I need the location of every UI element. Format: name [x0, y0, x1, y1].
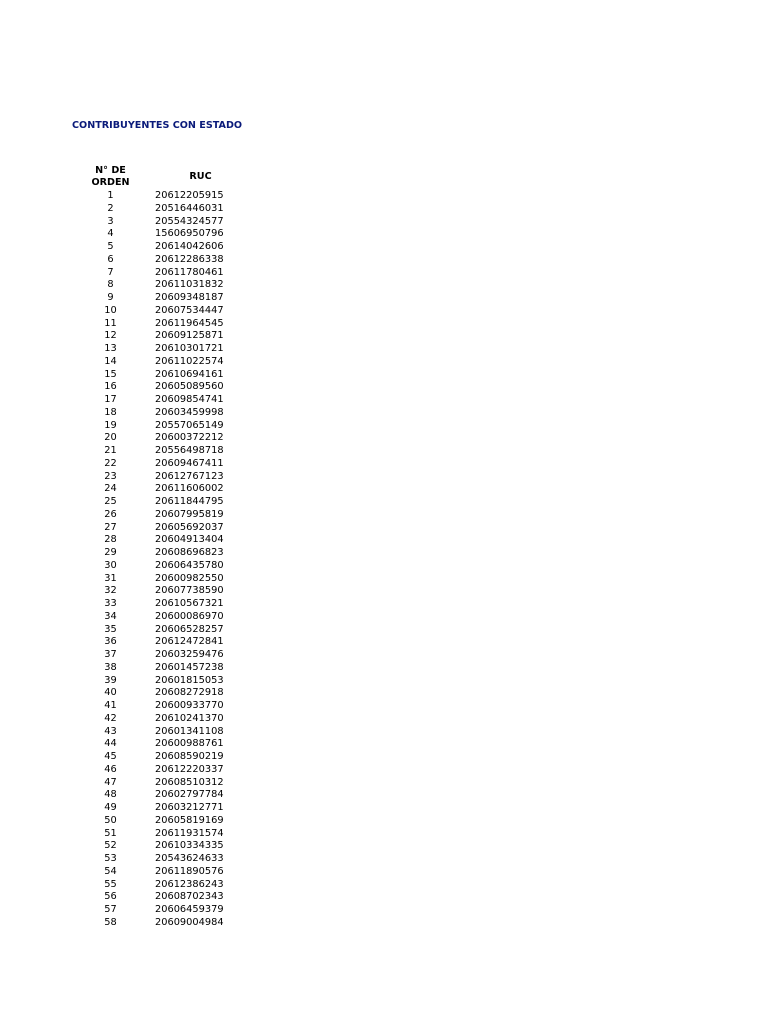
table-row: [78, 777, 248, 790]
cell-ruc: 20603212771: [155, 802, 224, 813]
cell-orden: 19: [104, 419, 117, 431]
cell-ruc: 20609125871: [155, 330, 224, 342]
table-row: [78, 190, 248, 203]
cell-orden: 10: [104, 304, 117, 316]
cell-ruc: 20554324577: [155, 215, 224, 227]
table-row: [78, 585, 248, 598]
cell-ruc: 20609467411: [155, 457, 224, 469]
cell-ruc: 20606435780: [155, 559, 224, 571]
table-row: [78, 662, 248, 675]
cell-orden: 48: [104, 789, 117, 801]
cell-ruc: 20608696823: [155, 547, 224, 558]
cell-orden: 33: [104, 598, 117, 609]
cell-ruc: 20606528257: [155, 623, 224, 635]
cell-orden: 43: [104, 725, 117, 737]
cell-ruc: 20609004984: [155, 916, 224, 928]
cell-ruc: 20608702343: [155, 891, 224, 903]
table-row: [78, 573, 248, 586]
cell-ruc: 20557065149: [155, 419, 224, 431]
cell-ruc: 20543624633: [155, 853, 224, 864]
table-row: [78, 853, 248, 866]
table-row: [78, 279, 248, 292]
table-row: [78, 738, 248, 751]
table-row: [78, 254, 248, 267]
cell-ruc: 20606459379: [155, 904, 224, 915]
cell-ruc: 20612472841: [155, 636, 224, 648]
cell-ruc: 20601341108: [155, 725, 224, 737]
table-row: [78, 394, 248, 407]
cell-orden: 57: [104, 904, 117, 915]
table-row: [78, 216, 248, 229]
cell-orden: 55: [104, 878, 117, 890]
table-row: [78, 700, 248, 713]
table-row: [78, 343, 248, 356]
header-orden-line2: ORDEN: [91, 177, 130, 188]
cell-orden: 2: [107, 202, 114, 214]
cell-orden: 6: [107, 253, 114, 265]
cell-ruc: 20612220337: [155, 763, 224, 775]
table-row: [78, 636, 248, 649]
table-row: [78, 917, 248, 930]
cell-ruc: 20611931574: [155, 827, 224, 839]
cell-orden: 17: [104, 394, 117, 405]
table-row: [78, 369, 248, 382]
cell-ruc: 20601815053: [155, 674, 224, 686]
table-row: [78, 241, 248, 254]
table-row: [78, 611, 248, 624]
table-row: [78, 509, 248, 522]
table-row: [78, 649, 248, 662]
cell-orden: 18: [104, 406, 117, 418]
cell-orden: 12: [104, 330, 117, 342]
cell-orden: 49: [104, 802, 117, 813]
table-row: [78, 330, 248, 343]
table-row: [78, 496, 248, 509]
cell-orden: 56: [104, 891, 117, 903]
table-row: [78, 228, 248, 241]
ruc-table: [78, 165, 248, 930]
table-row: [78, 802, 248, 815]
cell-orden: 7: [107, 266, 114, 278]
cell-ruc: 20556498718: [155, 445, 224, 456]
table-row: [78, 828, 248, 841]
cell-orden: 44: [104, 738, 117, 750]
cell-ruc: 20611606002: [155, 483, 224, 495]
cell-orden: 8: [107, 279, 114, 291]
cell-ruc: 20612386243: [155, 878, 224, 890]
cell-orden: 50: [104, 814, 117, 826]
cell-ruc: 20601457238: [155, 661, 224, 673]
cell-ruc: 20609348187: [155, 292, 224, 303]
cell-orden: 53: [104, 853, 117, 864]
table-row: [78, 522, 248, 535]
cell-orden: 13: [104, 343, 117, 354]
cell-orden: 27: [104, 521, 117, 533]
table-row: [78, 356, 248, 369]
cell-ruc: 15606950796: [155, 228, 224, 240]
cell-orden: 34: [104, 610, 117, 622]
cell-orden: 45: [104, 751, 117, 762]
cell-ruc: 20612286338: [155, 253, 224, 265]
table-row: [78, 534, 248, 547]
cell-ruc: 20600988761: [155, 738, 224, 750]
cell-ruc: 20605089560: [155, 381, 224, 393]
cell-ruc: 20610567321: [155, 598, 224, 609]
cell-ruc: 20611022574: [155, 355, 224, 367]
table-row: [78, 292, 248, 305]
cell-orden: 37: [104, 649, 117, 660]
cell-orden: 40: [104, 687, 117, 699]
cell-orden: 22: [104, 457, 117, 469]
cell-orden: 3: [107, 215, 114, 227]
cell-orden: 14: [104, 355, 117, 367]
cell-ruc: 20611964545: [155, 317, 224, 329]
table-row: [78, 407, 248, 420]
table-row: [78, 420, 248, 433]
table-row: [78, 318, 248, 331]
table-row: [78, 267, 248, 280]
table-header: [78, 165, 248, 190]
cell-orden: 16: [104, 381, 117, 393]
cell-ruc: 20611890576: [155, 865, 224, 877]
table-row: [78, 381, 248, 394]
cell-orden: 41: [104, 700, 117, 711]
cell-orden: 29: [104, 547, 117, 558]
cell-orden: 11: [104, 317, 117, 329]
table-row: [78, 713, 248, 726]
cell-orden: 47: [104, 776, 117, 788]
cell-orden: 24: [104, 483, 117, 495]
cell-orden: 51: [104, 827, 117, 839]
cell-ruc: 20607534447: [155, 304, 224, 316]
table-row: [78, 789, 248, 802]
cell-orden: 58: [104, 916, 117, 928]
table-row: [78, 764, 248, 777]
cell-orden: 31: [104, 572, 117, 584]
cell-orden: 23: [104, 470, 117, 482]
cell-orden: 15: [104, 368, 117, 380]
cell-ruc: 20614042606: [155, 241, 224, 252]
cell-orden: 9: [107, 292, 114, 303]
cell-ruc: 20609854741: [155, 394, 224, 405]
table-row: [78, 624, 248, 637]
header-orden-line1: N° DE: [95, 165, 126, 176]
table-row: [78, 598, 248, 611]
cell-ruc: 20610301721: [155, 343, 224, 354]
cell-ruc: 20612767123: [155, 470, 224, 482]
cell-orden: 25: [104, 496, 117, 507]
cell-ruc: 20611780461: [155, 266, 224, 278]
table-row: [78, 904, 248, 917]
table-row: [78, 445, 248, 458]
header-orden: [78, 165, 143, 189]
cell-orden: 32: [104, 585, 117, 597]
table-row: [78, 305, 248, 318]
table-row: [78, 560, 248, 573]
cell-ruc: 20608510312: [155, 776, 224, 788]
table-row: [78, 815, 248, 828]
cell-ruc: 20611031832: [155, 279, 224, 291]
table-row: [78, 432, 248, 445]
table-row: [78, 891, 248, 904]
cell-orden: 38: [104, 661, 117, 673]
cell-orden: 35: [104, 623, 117, 635]
cell-ruc: 20516446031: [155, 202, 224, 214]
cell-ruc: 20605819169: [155, 814, 224, 826]
cell-orden: 39: [104, 674, 117, 686]
cell-orden: 1: [107, 190, 114, 201]
cell-ruc: 20600982550: [155, 572, 224, 584]
cell-orden: 30: [104, 559, 117, 571]
cell-orden: 4: [107, 228, 114, 240]
cell-ruc: 20607738590: [155, 585, 224, 597]
cell-ruc: 20608272918: [155, 687, 224, 699]
table-row: [78, 471, 248, 484]
cell-ruc: 20605692037: [155, 521, 224, 533]
cell-ruc: 20611844795: [155, 496, 224, 507]
cell-orden: 21: [104, 445, 117, 456]
cell-ruc: 20607995819: [155, 508, 224, 520]
cell-orden: 20: [104, 432, 117, 444]
cell-orden: 36: [104, 636, 117, 648]
cell-orden: 5: [107, 241, 114, 252]
document-title: CONTRIBUYENTES CON ESTADO: [72, 120, 243, 131]
table-row: [78, 483, 248, 496]
cell-ruc: 20612205915: [155, 190, 224, 201]
table-row: [78, 458, 248, 471]
cell-orden: 28: [104, 534, 117, 546]
table-row: [78, 840, 248, 853]
table-row: [78, 726, 248, 739]
cell-ruc: 20600372212: [155, 432, 224, 444]
cell-ruc: 20608590219: [155, 751, 224, 762]
cell-ruc: 20610334335: [155, 840, 224, 852]
cell-orden: 52: [104, 840, 117, 852]
table-row: [78, 203, 248, 216]
cell-orden: 46: [104, 763, 117, 775]
cell-ruc: 20603259476: [155, 649, 224, 660]
table-row: [78, 675, 248, 688]
cell-ruc: 20604913404: [155, 534, 224, 546]
cell-ruc: 20603459998: [155, 406, 224, 418]
cell-orden: 26: [104, 508, 117, 520]
table-row: [78, 866, 248, 879]
cell-ruc: 20600086970: [155, 610, 224, 622]
table-row: [78, 687, 248, 700]
cell-ruc: 20610241370: [155, 712, 224, 724]
cell-ruc: 20600933770: [155, 700, 224, 711]
header-ruc: RUC: [189, 171, 212, 182]
cell-orden: 54: [104, 865, 117, 877]
table-row: [78, 751, 248, 764]
table-row: [78, 547, 248, 560]
cell-ruc: 20610694161: [155, 368, 224, 380]
cell-ruc: 20602797784: [155, 789, 224, 801]
cell-orden: 42: [104, 712, 117, 724]
table-row: [78, 879, 248, 892]
table-body: [78, 190, 248, 930]
